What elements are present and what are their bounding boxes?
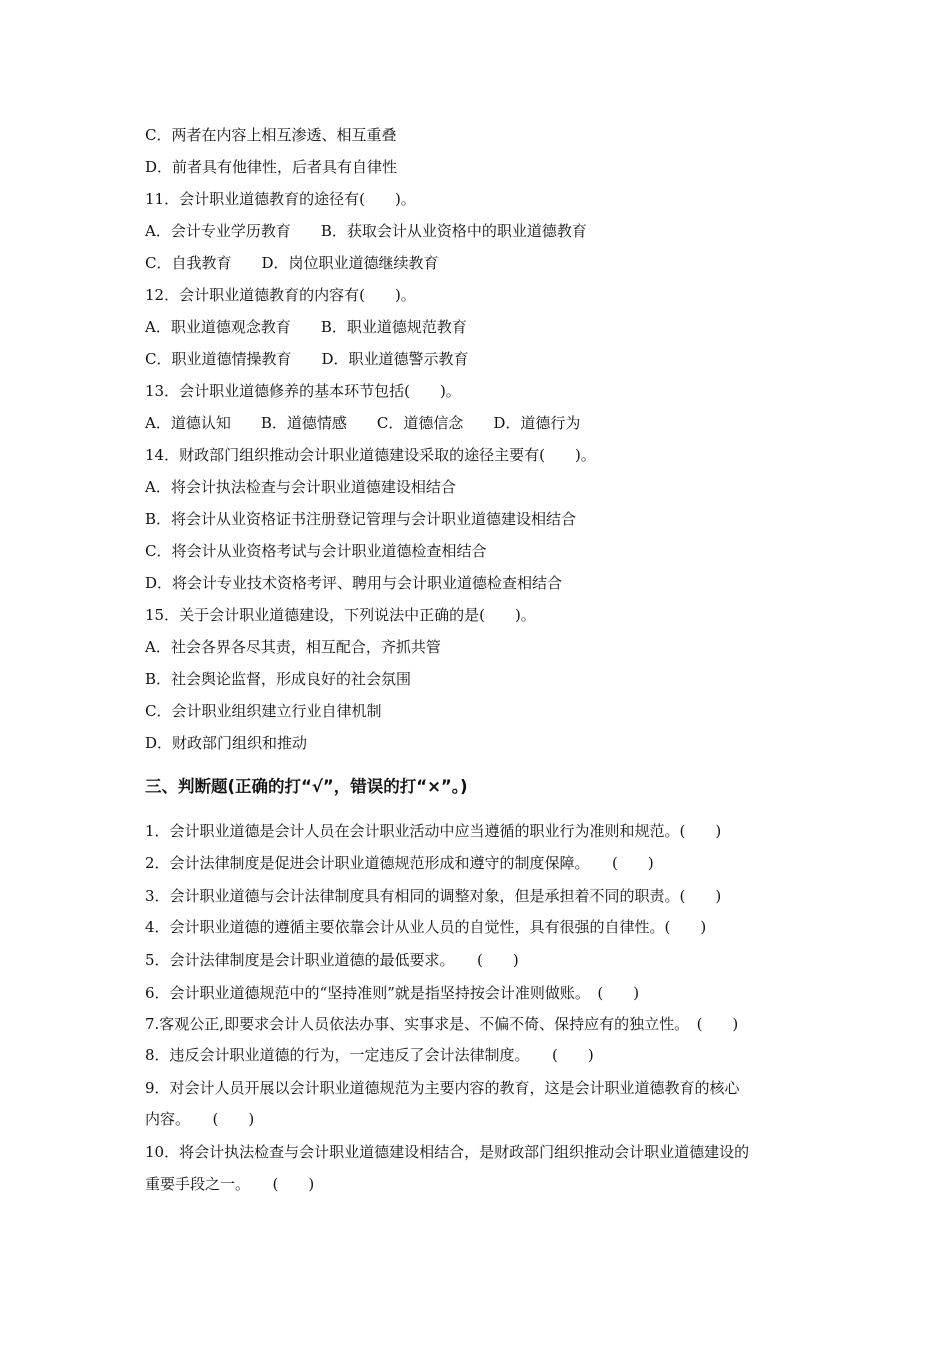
true-false-10-line1: 10．将会计执法检查与会计职业道德建设相结合，是财政部门组织推动会计职业道德建设的 — [145, 1143, 750, 1161]
question-14-option-d: D．将会计专业技术资格考评、聘用与会计职业道德检查相结合 — [145, 574, 563, 592]
true-false-8: 8．违反会计职业道德的行为，一定违反了会计法律制度。 ( ) — [145, 1046, 594, 1064]
question-12-options-cd: C．职业道德情操教育 D．职业道德警示教育 — [145, 350, 469, 368]
question-14-option-a: A．将会计执法检查与会计职业道德建设相结合 — [145, 478, 456, 496]
true-false-9-line1: 9．对会计人员开展以会计职业道德规范为主要内容的教育，这是会计职业道德教育的核心 — [145, 1079, 740, 1097]
true-false-10-line2: 重要手段之一。 ( ) — [145, 1175, 315, 1193]
question-11: 11．会计职业道德教育的途径有( )。 — [145, 190, 416, 208]
question-15-option-a: A．社会各界各尽其责，相互配合，齐抓共管 — [145, 638, 441, 656]
true-false-2: 2．会计法律制度是促进会计职业道德规范形成和遵守的制度保障。 ( ) — [145, 854, 654, 872]
true-false-6: 6．会计职业道德规范中的“坚持准则”就是指坚持按会计准则做账。 ( ) — [145, 984, 640, 1002]
question-12-options-ab: A．职业道德观念教育 B．职业道德规范教育 — [145, 318, 467, 336]
question-14-option-c: C．将会计从业资格考试与会计职业道德检查相结合 — [145, 542, 487, 560]
question-15-option-d: D．财政部门组织和推动 — [145, 734, 308, 752]
question-15: 15．关于会计职业道德建设，下列说法中正确的是( )。 — [145, 606, 536, 624]
true-false-7: 7.客观公正,即要求会计人员依法办事、实事求是、不偏不倚、保持应有的独立性。 ( ) — [145, 1015, 739, 1033]
true-false-9-line2: 内容。 ( ) — [145, 1110, 255, 1128]
question-15-option-b: B．社会舆论监督，形成良好的社会氛围 — [145, 670, 412, 688]
question-14-option-b: B．将会计从业资格证书注册登记管理与会计职业道德建设相结合 — [145, 510, 577, 528]
option-d-heteronomy-autonomy: D．前者具有他律性，后者具有自律性 — [145, 158, 398, 176]
question-13: 13．会计职业道德修养的基本环节包括( )。 — [145, 382, 461, 400]
question-12: 12．会计职业道德教育的内容有( )。 — [145, 286, 416, 304]
question-13-options: A．道德认知 B．道德情感 C．道德信念 D．道德行为 — [145, 414, 581, 432]
true-false-4: 4．会计职业道德的遵循主要依靠会计从业人员的自觉性，具有很强的自律性。( ) — [145, 918, 707, 936]
question-11-options-cd: C．自我教育 D．岗位职业道德继续教育 — [145, 254, 439, 272]
question-11-options-ab: A．会计专业学历教育 B．获取会计从业资格中的职业道德教育 — [145, 222, 587, 240]
question-14: 14．财政部门组织推动会计职业道德建设采取的途径主要有( )。 — [145, 446, 596, 464]
section-three-heading: 三、判断题(正确的打“√”，错误的打“×”。) — [145, 777, 468, 796]
true-false-1: 1．会计职业道德是会计人员在会计职业活动中应当遵循的职业行为准则和规范。( ) — [145, 822, 722, 840]
option-c-two-overlap: C．两者在内容上相互渗透、相互重叠 — [145, 126, 397, 144]
question-15-option-c: C．会计职业组织建立行业自律机制 — [145, 702, 382, 720]
true-false-5: 5．会计法律制度是会计职业道德的最低要求。 ( ) — [145, 951, 519, 969]
true-false-3: 3．会计职业道德与会计法律制度具有相同的调整对象，但是承担着不同的职责。( ) — [145, 887, 722, 905]
